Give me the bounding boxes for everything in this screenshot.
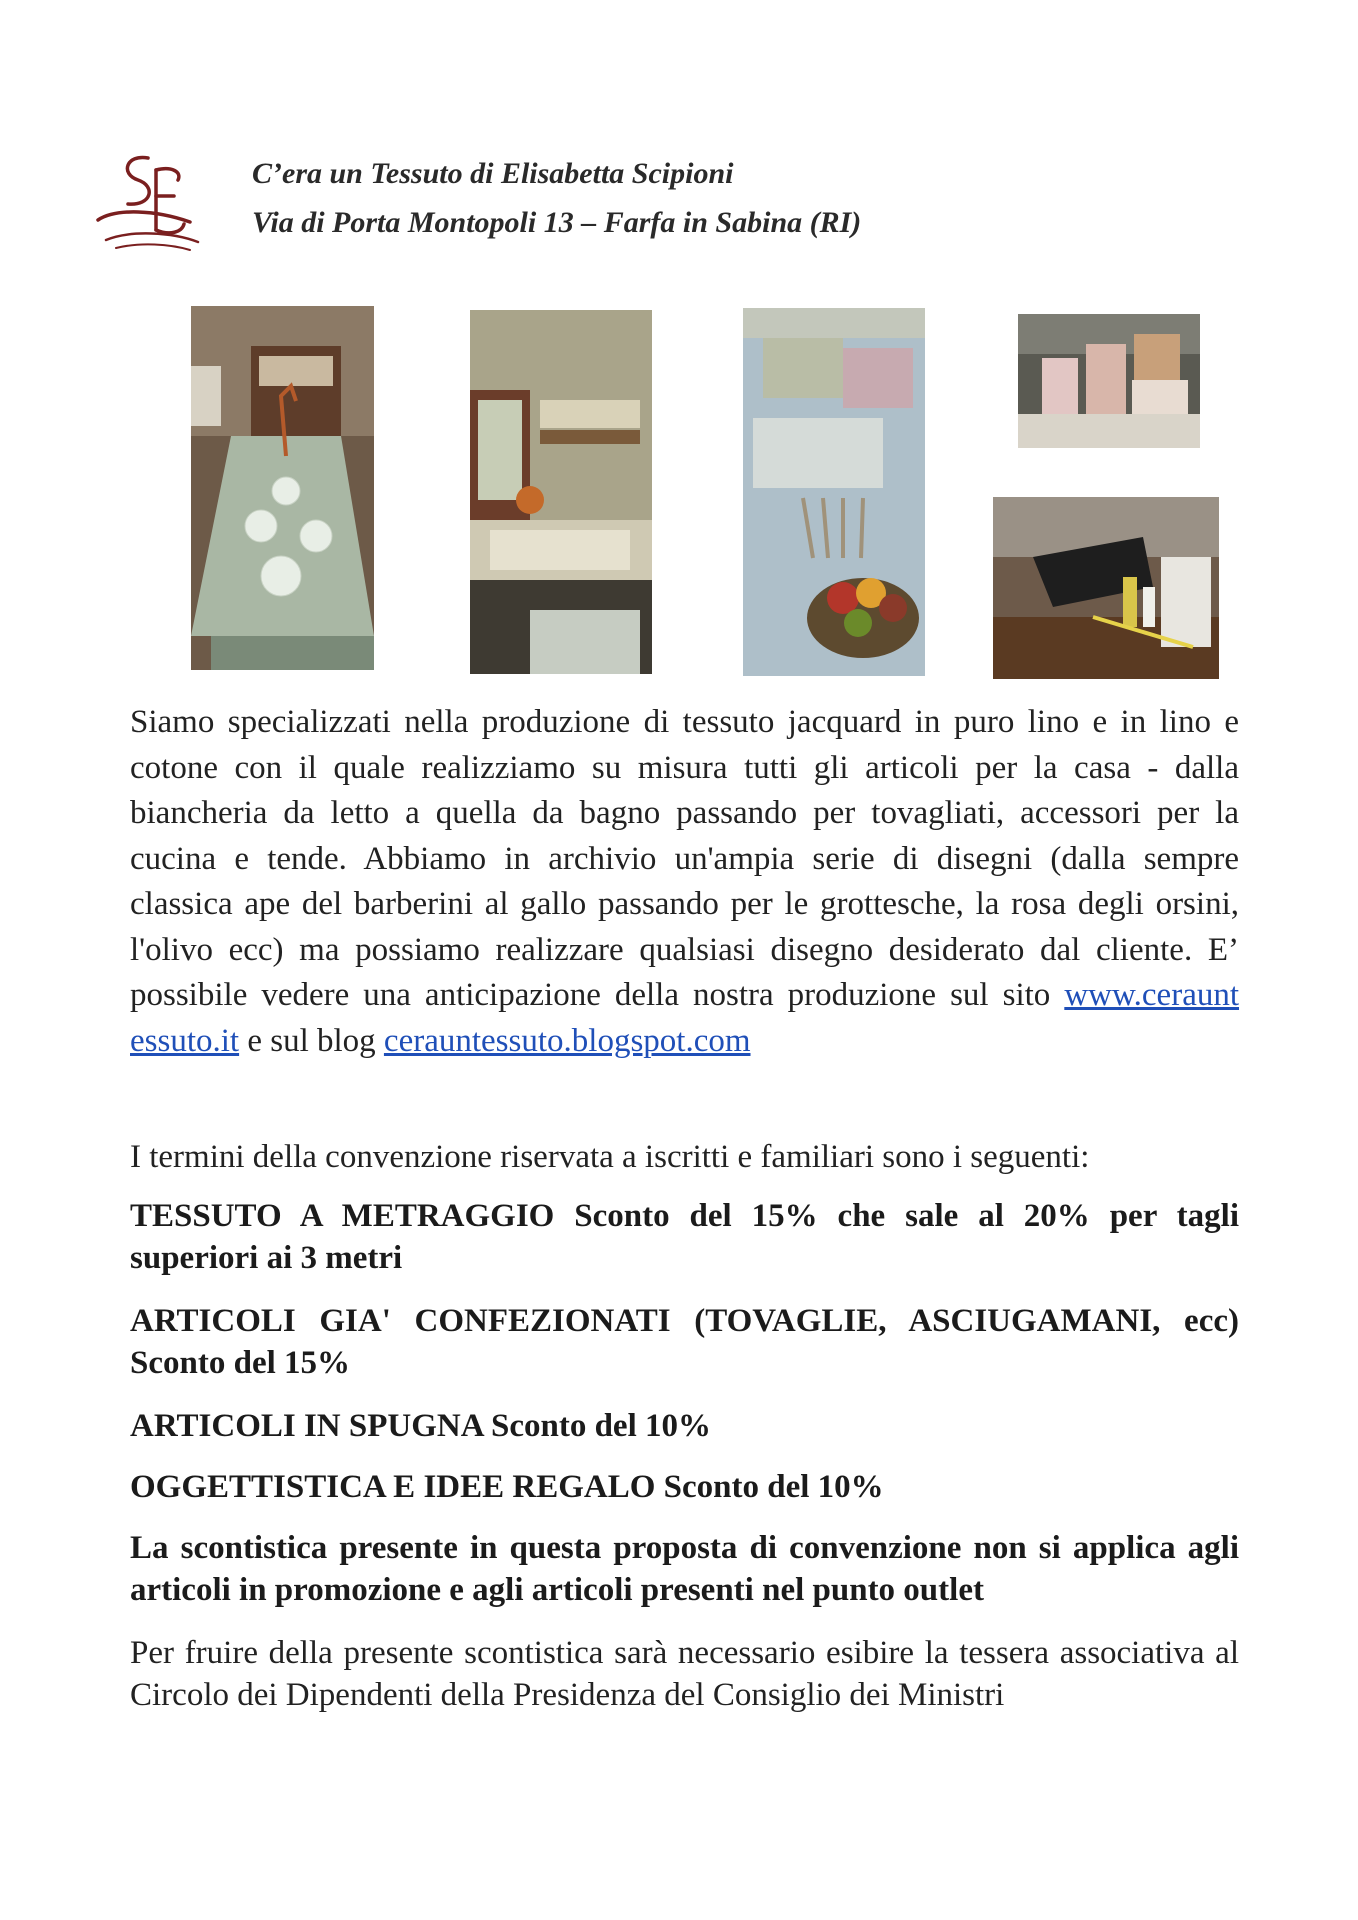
discount-item-1 (130, 1195, 1239, 1279)
terms-intro-text: I termini della convenzione riservata a iscritti e familiari sono i seguenti: (130, 1139, 1090, 1175)
site-link[interactable]: www.ceraunt​essuto.it (130, 977, 1240, 1059)
discount-item-2 (130, 1300, 1239, 1384)
discount-label: ARTICOLI GIA' CONFEZIONATI (TOVAGLIE, ASCIUGAMANI, ecc) Sconto del 15% (130, 1303, 1239, 1381)
photo-shop-interior (470, 310, 652, 674)
intro-text: Siamo specializzati nella produzione di tessuto jacquard in puro lino e in lino e cotone con il quale realizziamo su misura tutti gli articoli per la casa - dalla biancheria da letto a quella da bagno passando per tovagliati, accessori per la cucina e tende. Abbiamo in archivio un'ampia serie di disegni (dalla sempre classica ape del barberini al gallo passando per le grottesche, la rosa degli orsini, l'olivo ecc) ma possiamo realizzare qualsiasi disegno desiderato dal cliente. E’ possibile vedere una anticipazione della nostra produzione sul sito (130, 704, 1239, 1013)
discount-label: ARTICOLI IN SPUGNA Sconto del 10% (130, 1408, 711, 1444)
exclusion-note (130, 1527, 1239, 1611)
intro-paragraph (130, 700, 1239, 1064)
photo-table-setting (191, 306, 374, 670)
intro-section (130, 700, 1239, 1064)
discount-item-3 (130, 1405, 1239, 1447)
closing-section (130, 1632, 1239, 1716)
blog-link[interactable]: ceraunt​essuto.blogspot.com (383, 1022, 751, 1059)
discount-label: TESSUTO A METRAGGIO Sconto del 15% che sale al 20% per tagli superiori ai 3 metri (130, 1198, 1239, 1276)
intro-text-between: e sul blog (247, 1022, 376, 1059)
discount-item-4 (130, 1466, 1239, 1508)
closing-text: Per fruire della presente scontistica sarà necessario esibire la tessera associativa al Circolo dei Dipendenti della Presidenza del Consiglio dei Ministri (130, 1635, 1239, 1713)
photo-sewing-machine (993, 497, 1219, 679)
header-shop-name: C’era un Tessuto di Elisabetta Scipioni (252, 157, 734, 190)
exclusion-text: La scontistica presente in questa proposta di convenzione non si applica agli articoli in promozione e agli articoli presenti nel punto outlet (130, 1530, 1239, 1608)
terms-intro (130, 1135, 1239, 1181)
header-address: Via di Porta Montopoli 13 – Farfa in Sabina (RI) (252, 206, 862, 239)
discount-label: OGGETTISTICA E IDEE REGALO Sconto del 10% (130, 1469, 884, 1505)
photo-fruit-basket (743, 308, 925, 676)
brand-logo (86, 150, 208, 260)
photo-packaged-items (1018, 314, 1200, 448)
